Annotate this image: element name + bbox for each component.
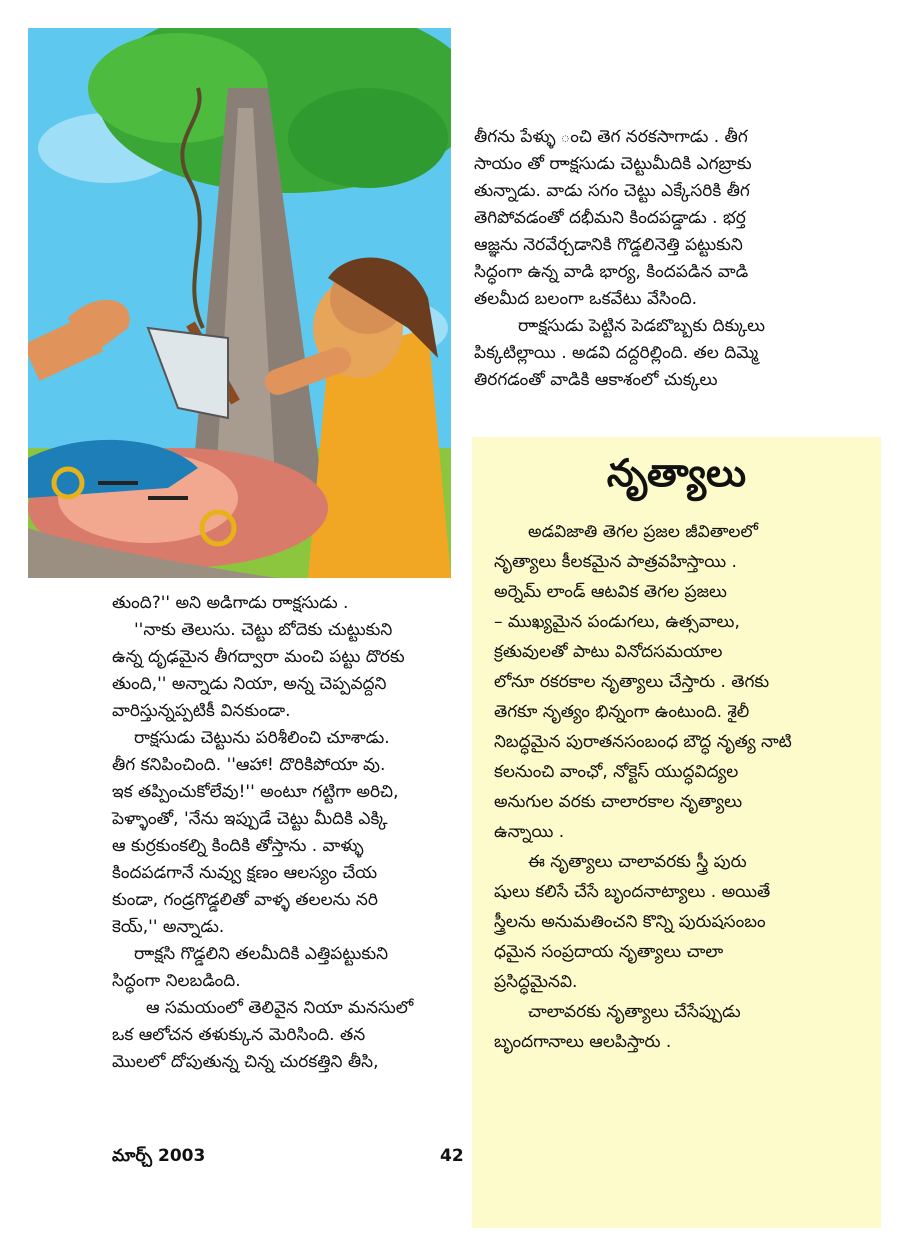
text-line: సాయం తో రాాక్షసుడు చెట్టుమీదికి ఎగబ్రాకు (474, 154, 752, 174)
right-text-column (474, 124, 884, 394)
box-line: నృత్యాలు కీలకమైన పాత్రవహిస్తాయి . (494, 552, 737, 572)
text-line: పెళ్ళాంతో, 'నేను ఇప్పుడే చెట్టు మీదికి ఎక్కి (112, 809, 388, 829)
box-line: అనుగుల వరకు చాలారకాల నృత్యాలు (494, 792, 743, 812)
text-line: పిక్కటిల్లాయి . అడవి దద్దరిల్లింది. తల దిమ్మె (474, 343, 759, 363)
sidebar-box-dances (472, 437, 881, 1228)
box-line: కలనుంచి వాంఛో, నోక్టెస్ యుద్ధవిద్యల (494, 762, 739, 782)
box-line: తెగకూ నృత్యం భిన్నంగా ఉంటుంది. శైలీ (494, 702, 750, 722)
box-line: నిబద్ధమైన పురాతనసంబంధ బౌద్ధ నృత్య నాటి (494, 732, 792, 752)
text-line: ఒక ఆలోచన తళుక్కున మెరిసింది. తన (112, 1025, 366, 1045)
text-line: కిందపడగానే నువ్వు క్షణం ఆలస్యం చేయ (112, 863, 378, 883)
text-line: రాక్షసుడు చెట్టును పరిశీలించి చూశాడు. (134, 728, 390, 748)
text-line: తున్నాడు. వాడు సగం చెట్టు ఎక్కేసరికి తీగ (474, 181, 750, 201)
left-text-column (112, 590, 457, 1076)
illustration-svg (28, 28, 451, 578)
box-line: చాలావరకు నృత్యాలు చేసేప్పుడు (528, 1002, 741, 1022)
box-line: షులు కలిసే చేసే బృందనాట్యాలు . అయితే (494, 882, 771, 902)
text-line: తుంది,'' అన్నాడు నియా, అన్న చెప్పవద్దని (112, 674, 387, 694)
text-line: కుండా, గండ్రగొడ్డలితో వాళ్ళ తలలను నరి (112, 890, 378, 910)
box-line: స్త్రీలను అనుమతించని కొన్ని పురుషసంబం (494, 912, 766, 932)
text-line: మొలలో దోపుతున్న చిన్న చురకత్తిని తీసి, (112, 1052, 379, 1072)
text-line: ఉన్న దృఢమైన తీగద్వారా మంచి పట్టు దొరకు (112, 647, 405, 667)
box-line: లోనూ రకరకాల నృత్యాలు చేస్తారు . తెగకు (494, 672, 770, 692)
text-line: ఆ సమయంలో తెలివైన నియా మనసులో (146, 998, 414, 1018)
text-line: తెగిపోవడంతో దభీమని కిందపడ్డాడు . భర్త (474, 208, 746, 228)
text-line: వారిస్తున్నప్పటికీ వినకుండా. (112, 701, 291, 721)
text-line: రాాక్షసి గొడ్డలిని తలమీదికి ఎత్తిపట్టుకుని (134, 944, 389, 964)
text-line: రాాక్షసుడు పెట్టిన పెడబొబ్బకు దిక్కులు (518, 316, 766, 336)
text-line: సిద్ధంగా ఉన్న వాడి భార్య, కిందపడిన వాడి (474, 262, 749, 282)
text-line: కెయ్,'' అన్నాడు. (112, 917, 225, 937)
box-line: ప్రసిద్ధమైనవి. (494, 972, 578, 992)
text-line: ఆజ్ఞను నెరవేర్చడానికి గొడ్డలినెత్తి పట్టుకుని (474, 235, 743, 255)
box-title: నృత్యాలు (606, 451, 747, 495)
text-line: ఇక తప్పించుకోలేవు!'' అంటూ గట్టిగా అరిచి, (112, 782, 399, 802)
text-line: సిద్ధంగా నిలబడింది. (112, 971, 241, 991)
box-line: ఉన్నాయి . (494, 822, 565, 842)
text-line: తుంది?'' అని అడిగాడు రాాక్షసుడు . (112, 593, 349, 613)
box-line: ధమైన సంప్రదాయ నృత్యాలు చాలా (494, 942, 724, 962)
text-line: తీగను పేళ్ళు ంచి తెగ నరకసాగాడు . తీగ (474, 127, 748, 147)
story-illustration (28, 28, 451, 578)
box-line: ఈ నృత్యాలు చాలావరకు స్త్రీ పురు (528, 852, 747, 872)
text-line: తీగ కనిపించింది. ''ఆహా! దొరికిపోయా వు. (112, 755, 386, 775)
page-number: 42 (440, 1146, 464, 1166)
box-line: – ముఖ్యమైన పండుగలు, ఉత్సవాలు, (494, 612, 740, 632)
text-line: ఆ కుర్రకుంకల్ని కిందికి తోస్తాను . వాళ్ళు (112, 836, 364, 856)
footer-month: మార్చ్ 2003 (112, 1146, 206, 1166)
text-line: ''నాకు తెలుసు. చెట్టు బోదెకు చుట్టుకుని (134, 620, 393, 640)
text-line: తలమీద బలంగా ఒకవేటు వేసింది. (474, 289, 697, 309)
box-line: అర్నెమ్ లాండ్ ఆటవిక తెగల ప్రజలు (494, 582, 727, 602)
box-line: అడవిజాతి తెగల ప్రజల జీవితాలలో (528, 522, 758, 542)
box-line: బృందగానాలు ఆలపిస్తారు . (494, 1032, 672, 1052)
box-body (472, 517, 881, 1057)
text-line: తిరగడంతో వాడికి ఆకాశంలో చుక్కలు (474, 370, 718, 390)
box-line: క్రతువులతో పాటు వినోదసమయాల (494, 642, 723, 662)
